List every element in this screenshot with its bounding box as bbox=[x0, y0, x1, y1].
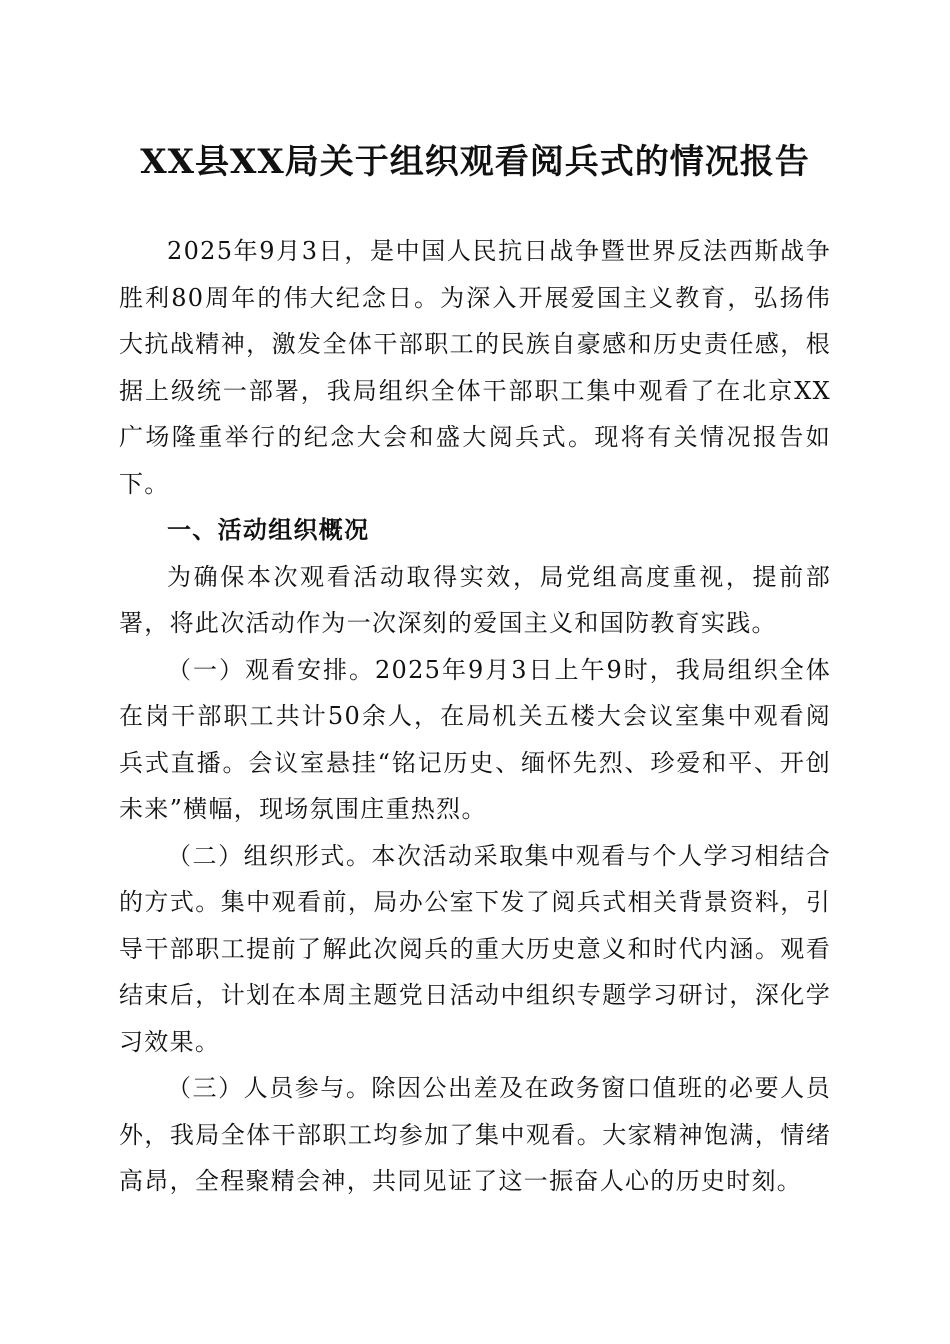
section-heading: 一、活动组织概况 bbox=[167, 516, 370, 544]
document-title: XX县XX局关于组织观看阅兵式的情况报告 bbox=[140, 142, 810, 182]
item-text: 本次活动采取集中观看与个人学习相结合的方式。集中观看前，局办公室下发了阅兵式相关背景资料，引导干部职工提前了解此次阅兵的重大历史意义和时代内涵。观看结束后，计划在本周主题党日活动中组织专题学习研讨，深化学习效果。 bbox=[119, 841, 831, 1056]
item-paragraph bbox=[119, 833, 831, 1066]
document-body bbox=[119, 228, 831, 1205]
item-paragraph bbox=[119, 1065, 831, 1205]
item-text: 2025年9月3日上午9时，我局组织全体在岗干部职工共计50余人，在局机关五楼大会议室集中观看阅兵式直播。会议室悬挂“铭记历史、缅怀先烈、珍爱和平、开创未来”横幅，现场氛围庄重热烈。 bbox=[119, 655, 831, 823]
item-label: （二）组织形式。 bbox=[167, 841, 372, 870]
item-paragraph bbox=[119, 647, 831, 833]
section-lead-paragraph: 为确保本次观看活动取得实效，局党组高度重视，提前部署，将此次活动作为一次深刻的爱国主义和国防教育实践。 bbox=[119, 562, 831, 637]
item-label: （三）人员参与。 bbox=[167, 1074, 372, 1102]
item-text: 除因公出差及在政务窗口值班的必要人员外，我局全体干部职工均参加了集中观看。大家精神饱满，情绪高昂，全程聚精会神，共同见证了这一振奋人心的历史时刻。 bbox=[119, 1074, 831, 1195]
item-label: （一）观看安排。 bbox=[167, 655, 375, 684]
intro-paragraph: 2025年9月3日，是中国人民抗日战争暨世界反法西斯战争胜利80周年的伟大纪念日。为深入开展爱国主义教育，弘扬伟大抗战精神，激发全体干部职工的民族自豪感和历史责任感，根据上级统一部署，我局组织全体干部职工集中观看了在北京XX广场隆重举行的纪念大会和盛大阅兵式。现将有关情况报告如下。 bbox=[119, 237, 831, 498]
